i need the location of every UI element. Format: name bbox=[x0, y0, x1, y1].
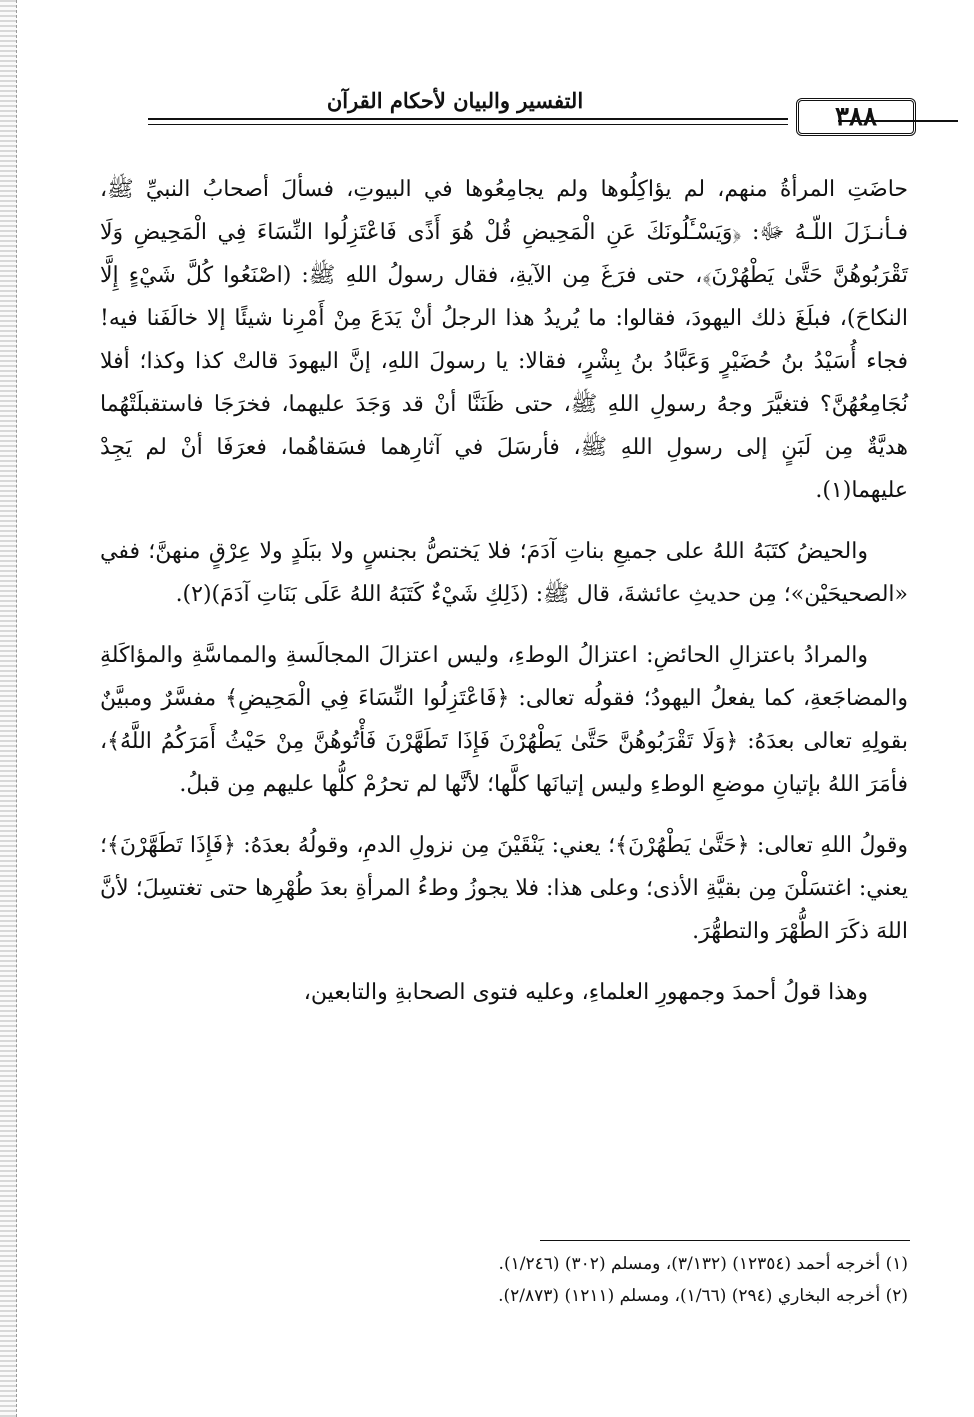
paragraph-4: وقولُ اللهِ تعالى: ﴿حَتَّىٰ يَطْهُرْنَ﴾؛ يعني: يَنْقَيْنَ مِن نزولِ الدمِ، وقولُهُ بعدَهُ: ﴿فَإِذَا تَطَهَّرْنَ﴾؛ يعني: اغتسَلْنَ مِن بقيَّةِ الأذى؛ وعلى هذا: فلا يجوزُ وطءُ المرأةِ بعدَ طُهْرِها حتى تغتسِلَ؛ لأنَّ اللهَ ذكَرَ الطُّهْرَ والتطهُّرَ. bbox=[100, 833, 908, 944]
footnote-1: (١) أخرجه أحمد (١٢٣٥٤) (٣/١٣٢)، ومسلم (٣٠٢) (١/٢٤٦). bbox=[498, 1254, 908, 1274]
paragraph-5: وهذا قولُ أحمدَ وجمهورِ العلماءِ، وعليه فتوى الصحابةِ والتابعين، bbox=[303, 980, 868, 1005]
footnotes bbox=[100, 1248, 908, 1312]
main-text bbox=[100, 168, 908, 1032]
paragraph-1: حاضَتِ المرأةُ منهم، لم يؤاكِلُوها ولم يجامِعُوها في البيوتِ، فسألَ أصحابُ النبيِّ ﷺ، فـأنـزَلَ اللّـهُ ﷻ: ﴿وَيَسْـَٔلُونَكَ عَنِ الْمَحِيضِ قُلْ هُوَ أَذًى فَاعْتَزِلُوا النِّسَاءَ فِي الْمَحِيضِ وَلَا تَقْرَبُوهُنَّ حَتَّىٰ يَطْهُرْنَ﴾، حتى فرَغَ مِن الآيةِ، فقال رسولُ اللهِ ﷺ: (اصْنَعُوا كُلَّ شَيْءٍ إِلَّا النكاحَ)، فبلَغَ ذلك اليهودَ، فقالوا: ما يُريدُ هذا الرجلُ أنْ يَدَعَ مِنْ أَمْرِنا شيئًا إلا خالَفَنا فيه! فجاء أُسَيْدُ بنُ حُضَيْرٍ وَعَبَّادُ بنُ بِشْرٍ، فقالا: يا رسولَ اللهِ، إنَّ اليهودَ قالتْ كذا وكذا؛ أفلا نُجَامِعُهُنَّ؟ فتغيَّرَ وجهُ رسولِ اللهِ ﷺ، حتى ظَنَنَّا أنْ قد وَجَدَ عليهما، فخرَجَا فاستقبلَتْهُما هديَّةٌ مِن لَبَنٍ إلى رسولِ اللهِ ﷺ، فأرسَلَ في آثارِهما فسَقاهُما، فعرَفَا أنْ لم يَجِدْ عليهما(١). bbox=[100, 177, 908, 503]
header-rule-thin bbox=[148, 124, 788, 125]
header-rule bbox=[148, 118, 788, 120]
footnote-2: (٢) أخرجه البخاري (٢٩٤) (١/٦٦)، ومسلم (١٢١١) (٢/٨٧٣). bbox=[498, 1286, 908, 1306]
page-number: ٣٨٨ bbox=[796, 98, 916, 136]
running-title: التفسير والبيان لأحكام القرآن bbox=[326, 88, 584, 113]
paragraph-2: والحيضُ كتَبَهُ اللهُ على جميعِ بناتِ آدَمَ؛ فلا يَختصُّ بجنسٍ ولا ببَلَدٍ ولا عِرْقٍ منهنَّ؛ ففي «الصحيحَيْن»؛ مِن حديثِ عائشةَ، قال ﷺ: (ذَلِكِ شَيْءٌ كَتَبَهُ اللهُ عَلَى بَنَاتِ آدَمَ)(٢). bbox=[100, 539, 908, 607]
footnote-separator bbox=[540, 1240, 910, 1241]
paragraph-3: والمرادُ باعتزالِ الحائضِ: اعتزالُ الوطءِ، وليس اعتزالَ المجالَسةِ والمماسَّةِ والمؤاكَلةِ والمضاجَعةِ، كما يفعلُ اليهودُ؛ فقولُه تعالى: ﴿فَاعْتَزِلُوا النِّسَاءَ فِي الْمَحِيضِ﴾ مفسَّرٌ ومبيَّنٌ بقولِهِ تعالى بعدَهُ: ﴿وَلَا تَقْرَبُوهُنَّ حَتَّىٰ يَطْهُرْنَ فَإِذَا تَطَهَّرْنَ فَأْتُوهُنَّ مِنْ حَيْثُ أَمَرَكُمُ اللَّهُ﴾، فأمَرَ اللهُ بإتيانِ موضعِ الوطءِ وليس إتيانَها كلَّها؛ لأنَّها لم تحرُمْ كلُّها عليهم مِن قبلُ. bbox=[100, 643, 908, 797]
